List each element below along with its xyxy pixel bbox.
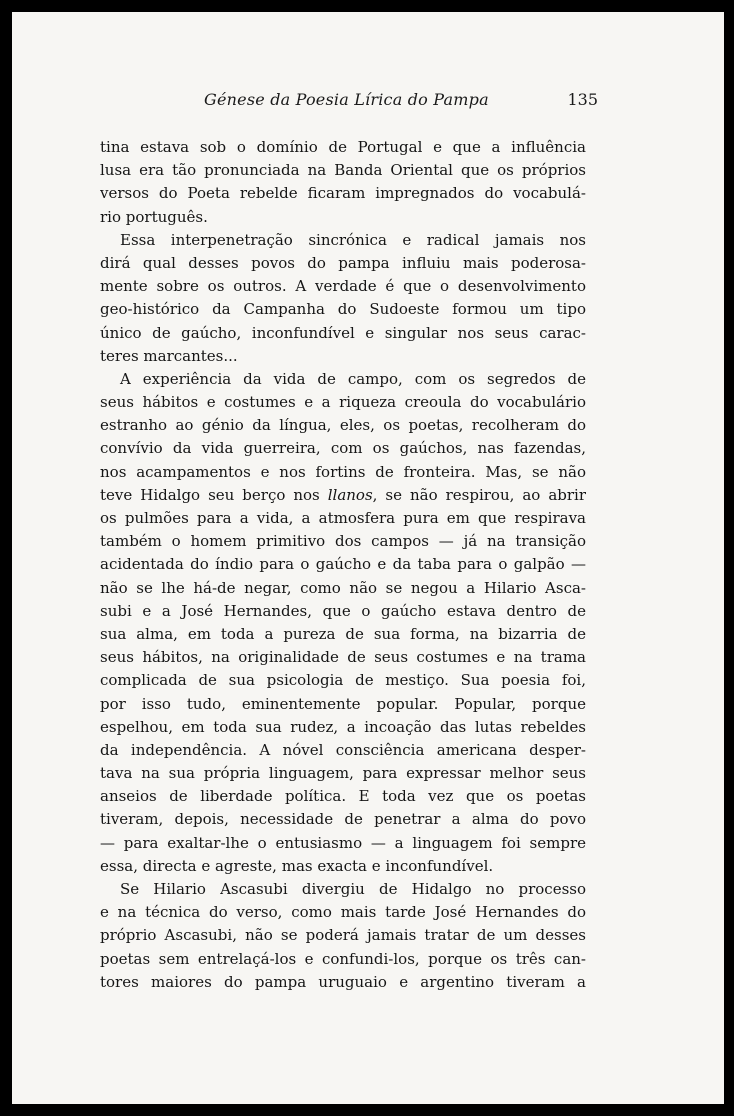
text-line: geo-histórico da Campanha do Sudoeste formou um tipo [100, 300, 586, 319]
text-line: da independência. A nóvel consciência americana desper- [100, 740, 586, 759]
text-line: mente sobre os outros. A verdade é que o desenvolvimento [100, 277, 586, 296]
text-line: também o homem primitivo dos campos — já na transição [100, 532, 586, 551]
text-line: subi e a José Hernandes, que o gaúcho estava dentro de [100, 601, 586, 620]
text-line: convívio da vida guerreira, com os gaúchos, nas fazendas, [100, 439, 586, 458]
text-line: seus hábitos e costumes e a riqueza creoula do vocabulário [100, 393, 586, 412]
book-page [12, 12, 724, 1104]
text-line: tiveram, depois, necessidade de penetrar a alma do povo [100, 810, 586, 829]
text-line: — para exaltar-lhe o entusiasmo — a linguagem foi sempre [100, 833, 586, 852]
text-line: sua alma, em toda a pureza de sua forma, na bizarria de [100, 624, 586, 643]
text-line: próprio Ascasubi, não se poderá jamais tratar de um desses [100, 926, 586, 945]
text-line: nos acampamentos e nos fortins de fronteira. Mas, se não [100, 462, 586, 481]
running-title: Génese da Poesia Lírica do Pampa [204, 90, 489, 109]
text-line: Essa interpenetração sincrónica e radical jamais nos [120, 230, 586, 249]
text-line: por isso tudo, eminentemente popular. Popular, porque [100, 694, 586, 713]
text-line: único de gaúcho, inconfundível e singular nos seus carac- [100, 323, 586, 342]
text-line: acidentada do índio para o gaúcho e da taba para o galpão — [100, 555, 586, 574]
text-line: estranho ao génio da língua, eles, os poetas, recolheram do [100, 416, 586, 435]
body-text [100, 136, 586, 994]
text-line: versos do Poeta rebelde ficaram impregnados do vocabulá- [100, 184, 586, 203]
text-line: tores maiores do pampa uruguaio e argentino tiveram a [100, 972, 586, 991]
text-line: tina estava sob o domínio de Portugal e que a influência [100, 138, 586, 156]
text-line: teve Hidalgo seu berço nos llanos, se não respirou, ao abrir [100, 485, 586, 504]
page-number: 135 [567, 90, 598, 109]
text-line: seus hábitos, na originalidade de seus costumes e na trama [100, 648, 586, 667]
text-line: essa, directa e agreste, mas exacta e inconfundível. [100, 856, 494, 875]
text-line: complicada de sua psicologia de mestiço. Sua poesia foi, [100, 671, 586, 690]
running-head [100, 90, 598, 114]
text-line: os pulmões para a vida, a atmosfera pura em que respirava [100, 509, 586, 527]
text-line: A experiência da vida de campo, com os segredos de [120, 369, 586, 388]
text-line: Se Hilario Ascasubi divergiu de Hidalgo no processo [120, 880, 586, 898]
text-line: rio português. [100, 207, 208, 226]
text-line: não se lhe há-de negar, como não se negou a Hilario Asca- [100, 578, 586, 597]
text-line: e na técnica do verso, como mais tarde José Hernandes do [100, 903, 586, 922]
text-line: dirá qual desses povos do pampa influiu mais poderosa- [100, 253, 586, 272]
text-line: teres marcantes... [100, 346, 238, 365]
text-line: anseios de liberdade política. E toda vez que os poetas [100, 787, 586, 806]
text-line: tava na sua própria linguagem, para expressar melhor seus [100, 764, 586, 783]
text-line: espelhou, em toda sua rudez, a incoação das lutas rebeldes [100, 717, 586, 736]
text-line: lusa era tão pronunciada na Banda Oriental que os próprios [100, 161, 586, 180]
text-line: poetas sem entrelaçá-los e confundi-los, porque os três can- [100, 949, 586, 968]
